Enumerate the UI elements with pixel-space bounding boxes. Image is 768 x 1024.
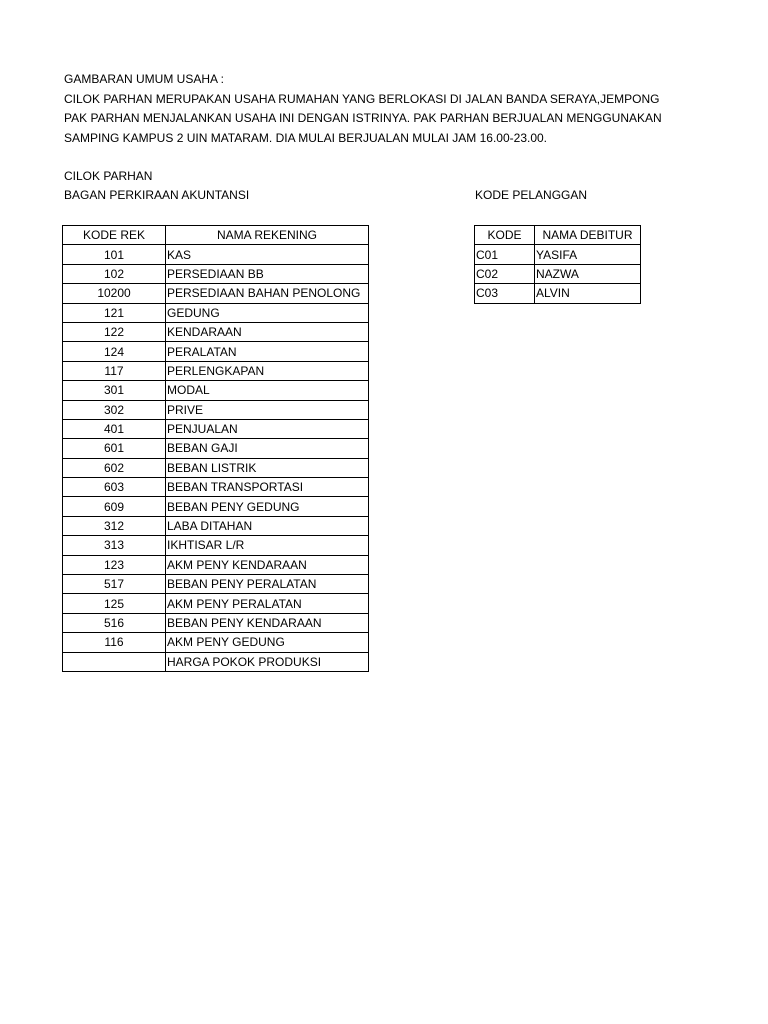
table-row bbox=[63, 439, 369, 458]
name-cell: BEBAN LISTRIK bbox=[166, 458, 369, 477]
name-cell: KENDARAAN bbox=[166, 322, 369, 341]
table-row bbox=[63, 361, 369, 380]
name-cell: PENJUALAN bbox=[166, 419, 369, 438]
name-cell: GEDUNG bbox=[166, 303, 369, 322]
table-row bbox=[475, 284, 641, 303]
code-cell: 609 bbox=[63, 497, 166, 516]
table-row bbox=[63, 284, 369, 303]
code-cell: 125 bbox=[63, 594, 166, 613]
table-row bbox=[63, 342, 369, 361]
company-name: CILOK PARHAN bbox=[64, 169, 153, 183]
table-row bbox=[63, 458, 369, 477]
name-cell: BEBAN GAJI bbox=[166, 439, 369, 458]
code-cell: 302 bbox=[63, 400, 166, 419]
code-cell: C03 bbox=[475, 284, 535, 303]
overview-heading: GAMBARAN UMUM USAHA : bbox=[64, 72, 225, 86]
header-kode-rek: KODE REK bbox=[63, 226, 166, 245]
name-cell: AKM PENY GEDUNG bbox=[166, 633, 369, 652]
code-cell: 601 bbox=[63, 439, 166, 458]
table-row bbox=[63, 555, 369, 574]
code-cell: C02 bbox=[475, 264, 535, 283]
table-row bbox=[63, 613, 369, 632]
overview-line: PAK PARHAN MENJALANKAN USAHA INI DENGAN ISTRINYA. PAK PARHAN BERJUALAN MENGGUNAKAN bbox=[64, 111, 662, 125]
code-cell: 603 bbox=[63, 478, 166, 497]
table-header-row bbox=[63, 226, 369, 245]
table-row bbox=[63, 400, 369, 419]
code-cell: 124 bbox=[63, 342, 166, 361]
table-row bbox=[63, 381, 369, 400]
code-cell: 101 bbox=[63, 245, 166, 264]
code-cell: 122 bbox=[63, 322, 166, 341]
header-kode: KODE bbox=[475, 226, 535, 245]
code-cell: 123 bbox=[63, 555, 166, 574]
name-cell: PERALATAN bbox=[166, 342, 369, 361]
code-cell: 516 bbox=[63, 613, 166, 632]
name-cell: AKM PENY PERALATAN bbox=[166, 594, 369, 613]
code-cell bbox=[63, 652, 166, 671]
name-cell: HARGA POKOK PRODUKSI bbox=[166, 652, 369, 671]
table-row bbox=[63, 419, 369, 438]
code-cell: 517 bbox=[63, 575, 166, 594]
code-cell: C01 bbox=[475, 245, 535, 264]
table-row bbox=[63, 536, 369, 555]
code-cell: 10200 bbox=[63, 284, 166, 303]
header-nama-rekening: NAMA REKENING bbox=[166, 226, 369, 245]
table-row bbox=[63, 633, 369, 652]
table-header-row bbox=[475, 226, 641, 245]
table-row bbox=[63, 497, 369, 516]
table-row bbox=[63, 516, 369, 535]
name-cell: BEBAN PENY PERALATAN bbox=[166, 575, 369, 594]
name-cell: BEBAN PENY KENDARAAN bbox=[166, 613, 369, 632]
code-cell: 312 bbox=[63, 516, 166, 535]
table-row bbox=[63, 652, 369, 671]
table-row bbox=[63, 303, 369, 322]
name-cell: PERSEDIAAN BB bbox=[166, 264, 369, 283]
customer-code-table bbox=[474, 225, 641, 304]
business-overview bbox=[64, 70, 768, 148]
code-cell: 117 bbox=[63, 361, 166, 380]
code-cell: 301 bbox=[63, 381, 166, 400]
name-cell: PERSEDIAAN BAHAN PENOLONG bbox=[166, 284, 369, 303]
name-cell: BEBAN PENY GEDUNG bbox=[166, 497, 369, 516]
chart-of-accounts-table bbox=[62, 225, 369, 672]
name-cell: YASIFA bbox=[535, 245, 641, 264]
name-cell: PERLENGKAPAN bbox=[166, 361, 369, 380]
code-cell: 116 bbox=[63, 633, 166, 652]
table-row bbox=[63, 594, 369, 613]
code-cell: 313 bbox=[63, 536, 166, 555]
name-cell: ALVIN bbox=[535, 284, 641, 303]
name-cell: KAS bbox=[166, 245, 369, 264]
code-cell: 401 bbox=[63, 419, 166, 438]
overview-line: CILOK PARHAN MERUPAKAN USAHA RUMAHAN YANG BERLOKASI DI JALAN BANDA SERAYA,JEMPONG bbox=[64, 91, 660, 106]
table-row bbox=[475, 245, 641, 264]
header-nama-debitur: NAMA DEBITUR bbox=[535, 226, 641, 245]
table-row bbox=[63, 245, 369, 264]
customers-title: KODE PELANGGAN bbox=[475, 188, 588, 202]
code-cell: 102 bbox=[63, 264, 166, 283]
table-row bbox=[63, 322, 369, 341]
name-cell: MODAL bbox=[166, 381, 369, 400]
table-row bbox=[63, 575, 369, 594]
table-row bbox=[475, 264, 641, 283]
name-cell: PRIVE bbox=[166, 400, 369, 419]
table-row bbox=[63, 264, 369, 283]
code-cell: 121 bbox=[63, 303, 166, 322]
table-row bbox=[63, 478, 369, 497]
code-cell: 602 bbox=[63, 458, 166, 477]
overview-line: SAMPING KAMPUS 2 UIN MATARAM. DIA MULAI BERJUALAN MULAI JAM 16.00-23.00. bbox=[64, 130, 548, 145]
name-cell: NAZWA bbox=[535, 264, 641, 283]
name-cell: IKHTISAR L/R bbox=[166, 536, 369, 555]
accounts-title: BAGAN PERKIRAAN AKUNTANSI bbox=[64, 188, 250, 202]
name-cell: LABA DITAHAN bbox=[166, 516, 369, 535]
name-cell: BEBAN TRANSPORTASI bbox=[166, 478, 369, 497]
name-cell: AKM PENY KENDARAAN bbox=[166, 555, 369, 574]
